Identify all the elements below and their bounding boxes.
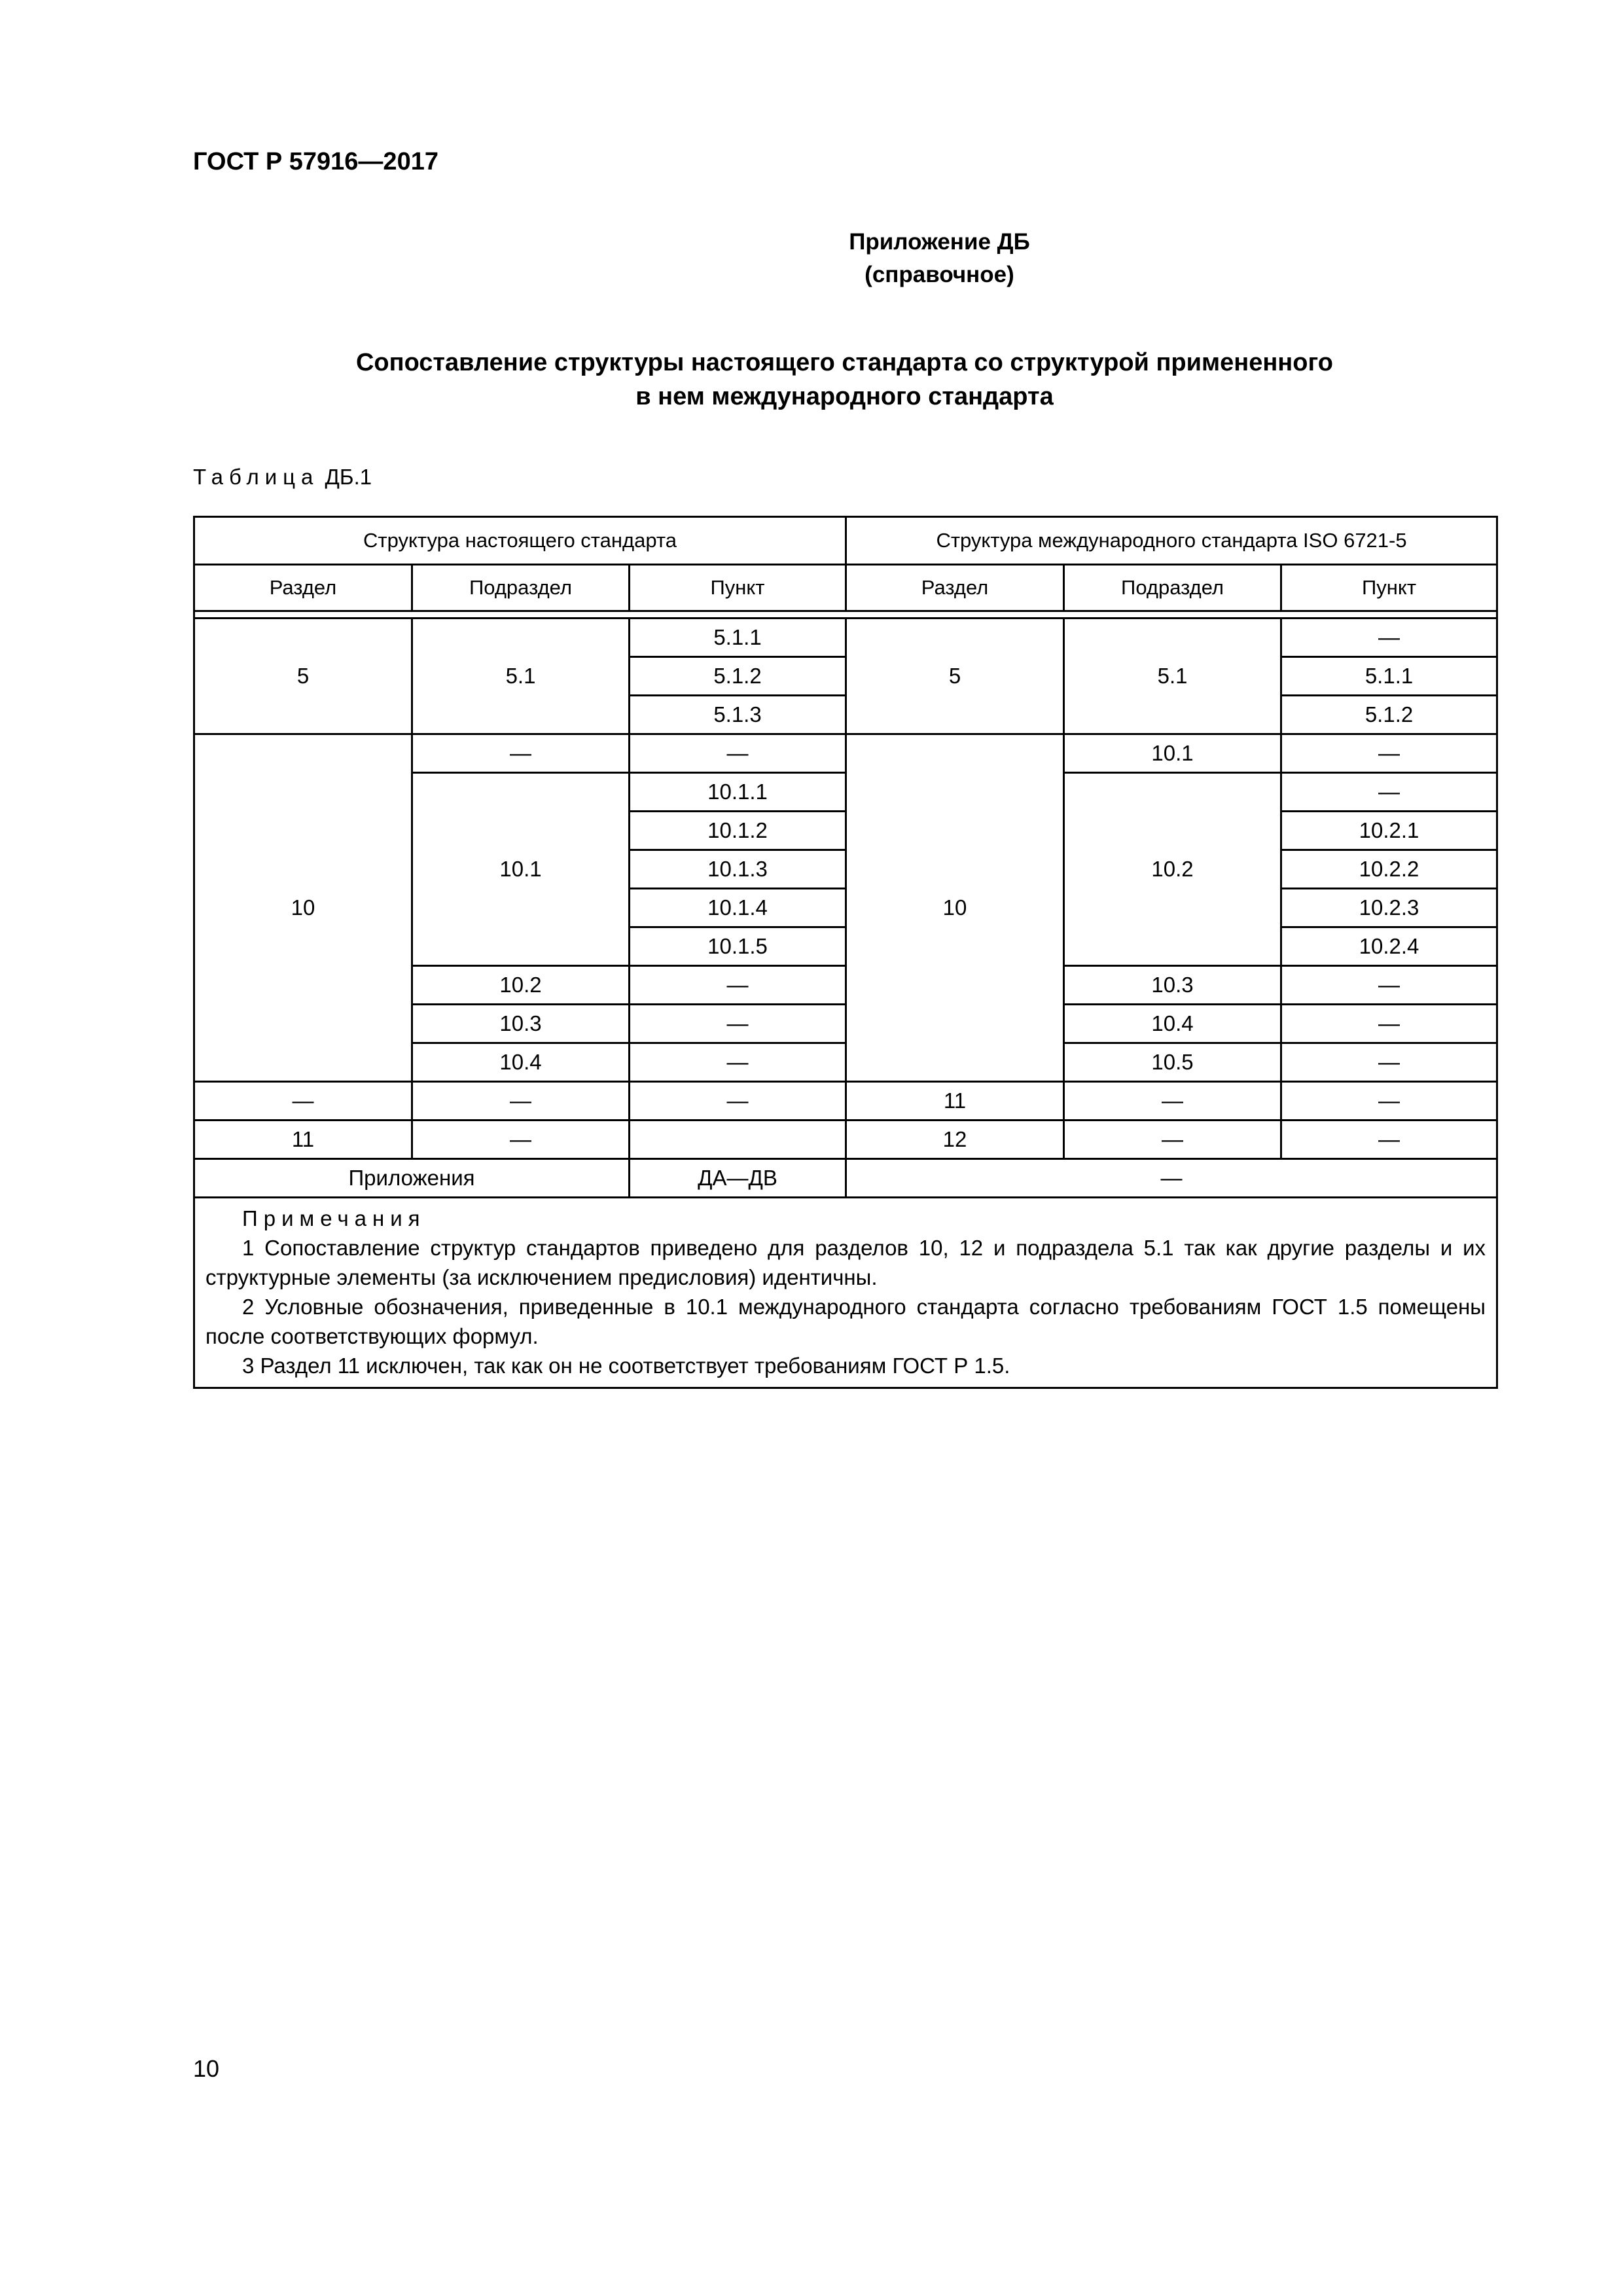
annex-label: Приложение ДБ xyxy=(849,229,1030,255)
table-cell: 10.1 xyxy=(1064,734,1281,773)
annex-status: (справочное) xyxy=(865,262,1014,287)
note-item: 2 Условные обозначения, приведенные в 10.1 международного стандарта согласно требованиям ГОСТ 1.5 помещены после соответствующих формул. xyxy=(205,1295,1486,1348)
table-cell: 10.1.5 xyxy=(630,927,846,966)
annex-title xyxy=(193,346,1496,414)
table-cell: 10 xyxy=(194,734,412,1082)
table-cell: 5.1 xyxy=(412,619,630,734)
table-group-header-row xyxy=(194,517,1497,565)
table-cell: 10.2 xyxy=(412,966,630,1005)
table-cell: — xyxy=(630,1043,846,1082)
table-cell: 10.2.4 xyxy=(1281,927,1497,966)
table-caption-prefix: Таблица xyxy=(193,465,319,489)
table-cell: — xyxy=(412,734,630,773)
note-item: 1 Сопоставление структур стандартов приведено для разделов 10, 12 и подраздела 5.1 так как другие разделы и их структурные элементы (за исключением предисловия) идентичны. xyxy=(205,1236,1486,1289)
table-row xyxy=(194,619,1497,657)
notes-heading xyxy=(205,1204,1486,1233)
table-cell: 10.5 xyxy=(1064,1043,1281,1082)
table-cell: 10.1.3 xyxy=(630,850,846,889)
table-cell: 12 xyxy=(846,1121,1064,1159)
table-cell: 10 xyxy=(846,734,1064,1082)
annex-title-line-2: в нем международного стандарта xyxy=(635,383,1054,410)
table-cell: 10.2.2 xyxy=(1281,850,1497,889)
table-row-annexes xyxy=(194,1159,1497,1198)
table-caption-number: ДБ.1 xyxy=(319,465,372,489)
table-cell: ДА—ДВ xyxy=(630,1159,846,1198)
document-code: ГОСТ Р 57916—2017 xyxy=(193,148,438,175)
table-cell: 11 xyxy=(194,1121,412,1159)
table-cell: — xyxy=(1064,1121,1281,1159)
column-header: Подраздел xyxy=(1064,565,1281,611)
table-caption xyxy=(193,465,372,490)
table-cell: 10.1.1 xyxy=(630,773,846,812)
table-cell: 10.4 xyxy=(412,1043,630,1082)
table-cell: — xyxy=(846,1159,1497,1198)
header-separator-cell xyxy=(194,611,1497,619)
table-cell: — xyxy=(630,734,846,773)
table-cell: 5.1.1 xyxy=(1281,657,1497,696)
table-cell: — xyxy=(412,1121,630,1159)
table-cell: 5.1.2 xyxy=(1281,696,1497,734)
table-cell: 10.4 xyxy=(1064,1005,1281,1043)
table-cell: 10.2.1 xyxy=(1281,812,1497,850)
table-cell: — xyxy=(1281,1121,1497,1159)
column-header: Подраздел xyxy=(412,565,630,611)
table-cell: 10.1.2 xyxy=(630,812,846,850)
table-column-header-row xyxy=(194,565,1497,611)
table-cell: — xyxy=(194,1082,412,1121)
header-current-standard: Структура настоящего стандарта xyxy=(194,517,846,565)
column-header: Пункт xyxy=(630,565,846,611)
table-cell: — xyxy=(1281,619,1497,657)
table-cell: 5.1.1 xyxy=(630,619,846,657)
column-header: Раздел xyxy=(194,565,412,611)
table-cell: 5.1 xyxy=(1064,619,1281,734)
table-row xyxy=(194,1082,1497,1121)
table-cell: — xyxy=(1281,773,1497,812)
column-header: Раздел xyxy=(846,565,1064,611)
table-row xyxy=(194,1121,1497,1159)
table-cell: — xyxy=(1064,1082,1281,1121)
note-item: 3 Раздел 11 исключен, так как он не соответствует требованиям ГОСТ Р 1.5. xyxy=(242,1354,1010,1378)
table-cell: — xyxy=(630,1082,846,1121)
table-cell: 10.3 xyxy=(1064,966,1281,1005)
table-cell: 5 xyxy=(846,619,1064,734)
structure-comparison-table xyxy=(193,516,1498,1389)
table-cell: 5.1.3 xyxy=(630,696,846,734)
notes-heading-text: Примечания xyxy=(242,1206,426,1230)
header-international-standard: Структура международного стандарта ISO 6721-5 xyxy=(846,517,1497,565)
table-cell: 10.1.4 xyxy=(630,889,846,927)
table-cell: 10.1 xyxy=(412,773,630,966)
page-number: 10 xyxy=(193,2055,220,2082)
table-notes xyxy=(194,1198,1497,1388)
table-cell xyxy=(630,1121,846,1159)
table-cell: 10.3 xyxy=(412,1005,630,1043)
table-cell: 10.2.3 xyxy=(1281,889,1497,927)
table-cell: — xyxy=(630,1005,846,1043)
table-cell: — xyxy=(630,966,846,1005)
table-cell: — xyxy=(1281,966,1497,1005)
table-row xyxy=(194,734,1497,773)
column-header: Пункт xyxy=(1281,565,1497,611)
table-cell: 5.1.2 xyxy=(630,657,846,696)
annex-title-line-1: Сопоставление структуры настоящего стандарта со структурой примененного xyxy=(355,349,1333,376)
table-cell: 5 xyxy=(194,619,412,734)
table-cell: 11 xyxy=(846,1082,1064,1121)
table-cell: — xyxy=(412,1082,630,1121)
table-cell: 10.2 xyxy=(1064,773,1281,966)
annex-heading xyxy=(193,226,1496,291)
header-separator xyxy=(194,611,1497,619)
table-cell: — xyxy=(1281,1043,1497,1082)
table-notes-row xyxy=(194,1198,1497,1388)
table-cell: — xyxy=(1281,734,1497,773)
table-cell: Приложения xyxy=(194,1159,630,1198)
table-cell: — xyxy=(1281,1082,1497,1121)
table-cell: — xyxy=(1281,1005,1497,1043)
